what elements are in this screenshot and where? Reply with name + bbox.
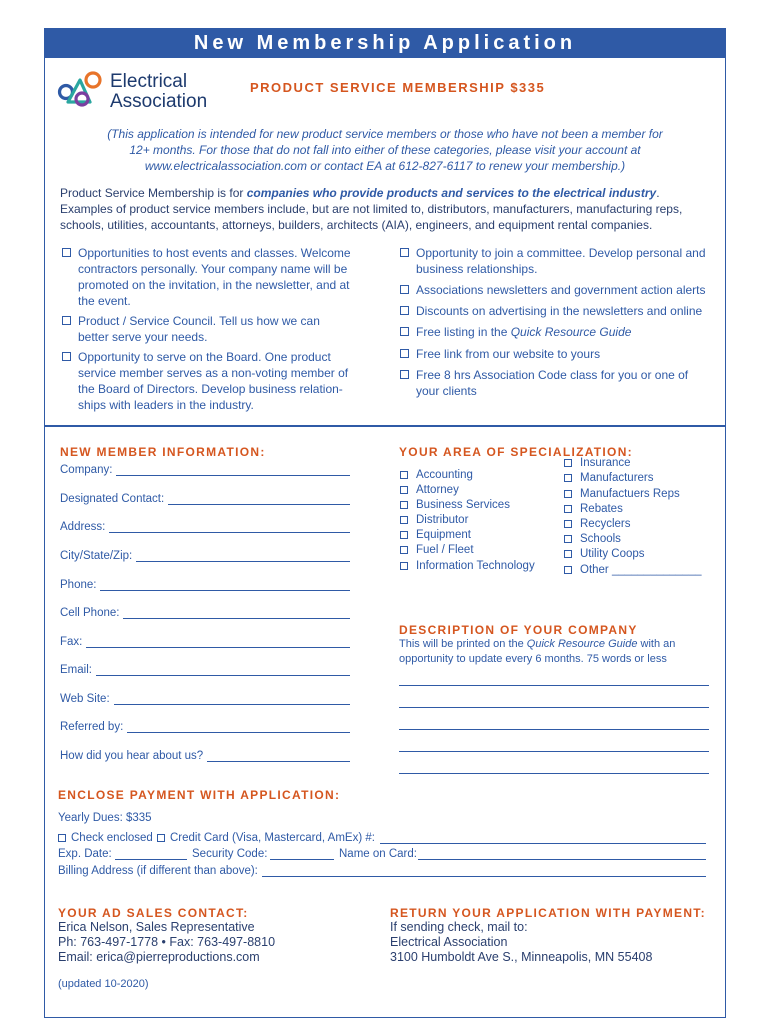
contact-line: Email: erica@pierreproductions.com: [58, 950, 260, 964]
benefit-item: Opportunity to join a committee. Develop personal and business relationships.: [400, 245, 720, 277]
return-line: 3100 Humboldt Ave S., Minneapolis, MN 55408: [390, 950, 653, 964]
yearly-dues: Yearly Dues: $335: [58, 812, 152, 824]
benefit-text: Free listing in the: [416, 325, 511, 339]
email-field[interactable]: Email:: [60, 664, 350, 676]
checkbox-icon: [62, 352, 71, 361]
billing-address-input[interactable]: [262, 876, 706, 877]
checkbox-icon: [62, 316, 71, 325]
checkbox-distributor[interactable]: Distributor: [400, 513, 468, 528]
security-code-label: Security Code:: [192, 848, 268, 860]
checkbox-icon: [400, 546, 408, 554]
description-text: This will be printed on the: [399, 638, 527, 650]
address-field[interactable]: Address:: [60, 521, 350, 533]
intro-note-line: www.electricalassociation.com or contact EA at 612-827-6117 to renew your membership.): [144, 159, 626, 173]
checkbox-icon: [58, 834, 66, 842]
intro-emphasis: companies who provide products and services to the electrical industry: [246, 186, 657, 200]
description-line[interactable]: [399, 685, 709, 686]
contact-line: Ph: 763-497-1778 • Fax: 763-497-8810: [58, 935, 276, 949]
return-address: [390, 920, 652, 965]
ad-sales-contact: [58, 920, 275, 965]
description-text: with an: [637, 638, 676, 650]
checkbox-information-technology[interactable]: Information Technology: [400, 559, 535, 574]
checkbox-recyclers[interactable]: Recyclers: [564, 517, 630, 532]
intro-text: Product Service Membership is for: [60, 186, 247, 200]
checkbox-manufacturers[interactable]: Manufacturers: [564, 471, 654, 486]
benefit-item: Product / Service Council. Tell us how we can better serve your needs.: [62, 313, 352, 345]
logo-line-2: Association: [110, 91, 208, 112]
benefit-item: [400, 324, 730, 340]
intro-paragraph: [60, 185, 710, 233]
description-line[interactable]: [399, 707, 709, 708]
designated-contact-field[interactable]: Designated Contact:: [60, 493, 350, 505]
checkbox-icon: [400, 306, 409, 315]
logo-line-1: Electrical: [110, 71, 188, 92]
product-heading: PRODUCT SERVICE MEMBERSHIP $335: [250, 80, 546, 95]
checkbox-icon: [564, 520, 572, 528]
checkbox-insurance[interactable]: Insurance: [564, 456, 631, 471]
benefit-item: Free 8 hrs Association Code class for you or one of your clients: [400, 367, 710, 399]
benefit-item: Opportunity to serve on the Board. One product service member serves as a non-voting member of the Board of Directors. Develop business relation-ships with leaders in the industry.: [62, 349, 362, 413]
company-field[interactable]: Company:: [60, 464, 350, 476]
exp-date-label: Exp. Date:: [58, 848, 112, 860]
section-divider: [44, 425, 726, 427]
benefit-item: Free link from our website to yours: [400, 346, 730, 362]
return-line: Electrical Association: [390, 935, 508, 949]
specialization-heading: YOUR AREA OF SPECIALIZATION:: [399, 445, 633, 459]
description-emphasis: Quick Resource Guide: [526, 638, 638, 650]
checkbox-icon: [157, 834, 165, 842]
intro-note-line: 12+ months. For those that do not fall into either of these categories, please visit your account at: [129, 143, 641, 157]
payment-heading: ENCLOSE PAYMENT WITH APPLICATION:: [58, 788, 341, 802]
benefit-item: Discounts on advertising in the newsletters and online: [400, 303, 730, 319]
phone-field[interactable]: Phone:: [60, 579, 350, 591]
checkbox-icon: [62, 248, 71, 257]
description-heading: DESCRIPTION OF YOUR COMPANY: [399, 623, 638, 637]
checkbox-business-services[interactable]: Business Services: [400, 498, 510, 513]
city-state-zip-field[interactable]: City/State/Zip:: [60, 550, 350, 562]
ad-sales-heading: YOUR AD SALES CONTACT:: [58, 906, 249, 920]
checkbox-attorney[interactable]: Attorney: [400, 483, 459, 498]
intro-text: Examples of product service members include, but are not limited to, distributors, manufacturers, manufacturing reps,: [60, 202, 683, 216]
description-line[interactable]: [399, 729, 709, 730]
logo-wordmark: [110, 72, 207, 112]
description-line[interactable]: [399, 751, 709, 752]
security-code-input[interactable]: [270, 859, 334, 860]
checkbox-icon: [564, 474, 572, 482]
checkbox-icon: [400, 327, 409, 336]
billing-address-label: Billing Address (if different than above):: [58, 865, 258, 877]
checkbox-icon: [400, 486, 408, 494]
contact-line: Erica Nelson, Sales Representative: [58, 920, 255, 934]
updated-date: (updated 10-2020): [58, 978, 149, 990]
checkbox-icon: [400, 285, 409, 294]
checkbox-icon: [400, 471, 408, 479]
checkbox-icon: [400, 370, 409, 379]
checkbox-other[interactable]: Other ______________: [564, 563, 702, 578]
checkbox-icon: [400, 349, 409, 358]
how-heard-field[interactable]: How did you hear about us?: [60, 750, 350, 762]
checkbox-icon: [400, 516, 408, 524]
fax-field[interactable]: Fax:: [60, 636, 350, 648]
referred-by-field[interactable]: Referred by:: [60, 721, 350, 733]
checkbox-icon: [564, 566, 572, 574]
member-info-heading: NEW MEMBER INFORMATION:: [60, 445, 266, 459]
checkbox-icon: [564, 459, 572, 467]
checkbox-icon: [400, 531, 408, 539]
cell-phone-field[interactable]: Cell Phone:: [60, 607, 350, 619]
description-text: opportunity to update every 6 months. 75 words or less: [399, 653, 667, 665]
checkbox-icon: [400, 562, 408, 570]
checkbox-rebates[interactable]: Rebates: [564, 502, 623, 517]
checkbox-icon: [400, 248, 409, 257]
checkbox-accounting[interactable]: Accounting: [400, 468, 473, 483]
intro-note-line: (This application is intended for new product service members or those who have not been a member for: [107, 127, 663, 141]
intro-text: .: [656, 186, 660, 200]
intro-text: schools, utilities, accountants, attorneys, builders, architects (AIA), engineers, and equipment rental companies.: [60, 218, 653, 232]
checkbox-fuel-fleet[interactable]: Fuel / Fleet: [400, 543, 474, 558]
return-heading: RETURN YOUR APPLICATION WITH PAYMENT:: [390, 906, 706, 920]
name-on-card-label: Name on Card:: [339, 848, 417, 860]
checkbox-equipment[interactable]: Equipment: [400, 528, 471, 543]
check-enclosed-checkbox[interactable]: Check enclosed: [58, 831, 153, 846]
return-line: If sending check, mail to:: [390, 920, 528, 934]
card-number-input[interactable]: [380, 843, 706, 844]
checkbox-utility-coops[interactable]: Utility Coops: [564, 547, 645, 562]
name-on-card-input[interactable]: [418, 859, 706, 860]
checkbox-manufacturers-reps[interactable]: Manufactuers Reps: [564, 487, 680, 502]
exp-date-input[interactable]: [115, 859, 187, 860]
checkbox-icon: [400, 501, 408, 509]
credit-card-checkbox[interactable]: Credit Card (Visa, Mastercard, AmEx) #:: [157, 831, 375, 846]
checkbox-icon: [564, 535, 572, 543]
description-line[interactable]: [399, 773, 709, 774]
benefit-emphasis: Quick Resource Guide: [510, 325, 632, 339]
page-title: New Membership Application: [44, 28, 726, 58]
checkbox-schools[interactable]: Schools: [564, 532, 621, 547]
benefit-item: Opportunities to host events and classes. Welcome contractors personally. Your company name will be promoted on the invitation, in the newsletter, and at the event.: [62, 245, 362, 309]
checkbox-icon: [564, 490, 572, 498]
benefit-item: Associations newsletters and government action alerts: [400, 282, 730, 298]
website-field[interactable]: Web Site:: [60, 693, 350, 705]
checkbox-icon: [564, 505, 572, 513]
intro-note: [64, 126, 706, 174]
checkbox-icon: [564, 550, 572, 558]
description-note: [399, 637, 699, 667]
